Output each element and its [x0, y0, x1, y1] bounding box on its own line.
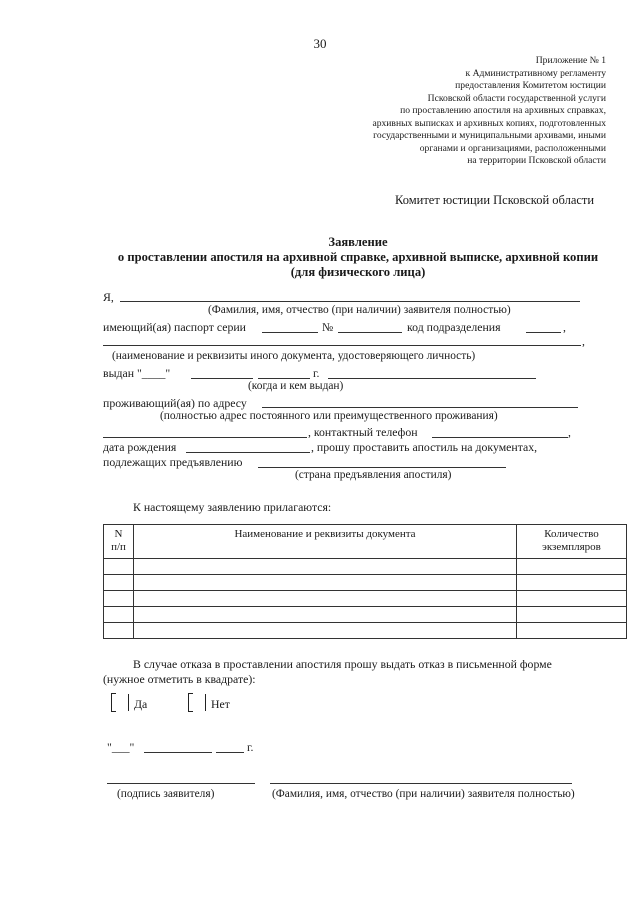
appendix-line: архивных выписках и архивных копиях, подготовленных	[372, 118, 606, 129]
appendix-line: Псковской области государственной услуги	[427, 93, 606, 104]
issued-by-field[interactable]	[328, 378, 536, 379]
country-caption: (страна предъявления апостиля)	[295, 469, 452, 481]
table-row	[104, 591, 627, 607]
no-label: Нет	[211, 697, 230, 711]
table-cell[interactable]	[517, 575, 627, 591]
addressee: Комитет юстиции Псковской области	[395, 193, 595, 207]
country-field[interactable]	[258, 467, 506, 468]
table-header-row	[104, 525, 627, 559]
passport-label: имеющий(ая) паспорт серии	[103, 320, 246, 334]
birth-date-label: дата рождения	[103, 440, 177, 454]
table-cell[interactable]	[517, 607, 627, 623]
table-cell[interactable]	[134, 591, 517, 607]
table-cell[interactable]	[104, 607, 134, 623]
birth-date-field[interactable]	[186, 452, 310, 453]
appendix-line: к Административному регламенту	[465, 68, 606, 79]
signature-caption: (подпись заявителя)	[117, 788, 215, 800]
issued-year-field[interactable]	[258, 378, 310, 379]
refusal-text-line2: (нужное отметить в квадрате):	[103, 672, 256, 686]
address-caption: (полностью адрес постоянного или преимущественного проживания)	[160, 410, 498, 422]
page-number: 30	[313, 36, 327, 51]
other-document-field[interactable]	[103, 345, 581, 346]
table-cell[interactable]	[517, 591, 627, 607]
appendix-line: на территории Псковской области	[467, 155, 606, 166]
other-document-caption: (наименование и реквизиты иного документа, удостоверяющего личность)	[112, 350, 476, 362]
attachments-table	[103, 524, 627, 639]
signature-field[interactable]	[107, 783, 255, 784]
table-cell[interactable]	[134, 559, 517, 575]
table-cell[interactable]	[517, 559, 627, 575]
ya-label: Я,	[103, 290, 114, 304]
no-checkbox[interactable]	[188, 694, 206, 711]
table-cell[interactable]	[104, 575, 134, 591]
table-cell[interactable]	[134, 623, 517, 639]
address-field[interactable]	[262, 407, 578, 408]
table-cell[interactable]	[517, 623, 627, 639]
header-quantity-line1: Количество	[544, 528, 599, 540]
refusal-text-line1: В случае отказа в проставлении апостиля прошу выдать отказ в письменной форме	[133, 657, 552, 671]
issued-label: выдан "____"	[103, 366, 171, 380]
header-n: N	[114, 528, 123, 540]
yes-label: Да	[134, 697, 148, 711]
passport-series-field[interactable]	[262, 332, 318, 333]
phone-field[interactable]	[432, 437, 568, 438]
appendix-line: предоставления Комитетом юстиции	[455, 80, 606, 91]
passport-number-label: №	[322, 320, 334, 334]
date-month-field[interactable]	[144, 752, 212, 753]
table-row	[104, 559, 627, 575]
phone-label: , контактный телефон	[308, 425, 418, 439]
address-field-continued[interactable]	[103, 437, 307, 438]
request-text: , прошу проставить апостиль на документах,	[311, 440, 538, 454]
table-cell[interactable]	[104, 591, 134, 607]
table-cell[interactable]	[104, 559, 134, 575]
table-row	[104, 607, 627, 623]
table-cell[interactable]	[104, 623, 134, 639]
header-quantity	[517, 525, 627, 559]
full-name-field[interactable]	[270, 783, 572, 784]
appendix-line: Приложение № 1	[535, 55, 606, 66]
appendix-line: государственными и муниципальными архивами, иными	[373, 130, 606, 141]
header-number	[104, 525, 134, 559]
table-row	[104, 575, 627, 591]
address-label: проживающий(ая) по адресу	[103, 396, 247, 410]
header-quantity-line2: экземпляров	[542, 541, 601, 553]
year-suffix: г.	[313, 366, 320, 380]
present-label: подлежащих предъявлению	[103, 455, 243, 469]
header-pp: п/п	[111, 541, 126, 553]
issued-caption: (когда и кем выдан)	[248, 380, 344, 392]
document-subtitle: о проставлении апостиля на архивной справке, архивной выписке, архивной копии	[117, 250, 599, 264]
issued-month-field[interactable]	[191, 378, 253, 379]
comma: ,	[563, 320, 566, 334]
appendix-line: по проставлению апостиля на архивных справках,	[400, 105, 606, 116]
comma: ,	[582, 334, 585, 348]
division-code-label: код подразделения	[407, 320, 501, 334]
fio-caption: (Фамилия, имя, отчество (при наличии) заявителя полностью)	[208, 304, 511, 316]
table-cell[interactable]	[134, 607, 517, 623]
division-code-field[interactable]	[526, 332, 561, 333]
fio-line[interactable]	[120, 301, 580, 302]
passport-number-field[interactable]	[338, 332, 402, 333]
table-row	[104, 623, 627, 639]
attachments-intro: К настоящему заявлению прилагаются:	[133, 500, 332, 514]
document-subtitle-note: (для физического лица)	[290, 265, 426, 279]
document-title: Заявление	[328, 235, 388, 249]
date-year-field[interactable]	[216, 752, 244, 753]
full-name-caption: (Фамилия, имя, отчество (при наличии) заявителя полностью)	[272, 788, 575, 800]
date-day: "___"	[107, 740, 135, 754]
table-cell[interactable]	[134, 575, 517, 591]
header-document-name: Наименование и реквизиты документа	[134, 525, 517, 559]
date-year-suffix: г.	[247, 740, 254, 754]
appendix-line: органами и организациями, расположенными	[419, 143, 606, 154]
yes-checkbox[interactable]	[111, 694, 129, 711]
comma: ,	[568, 425, 571, 439]
